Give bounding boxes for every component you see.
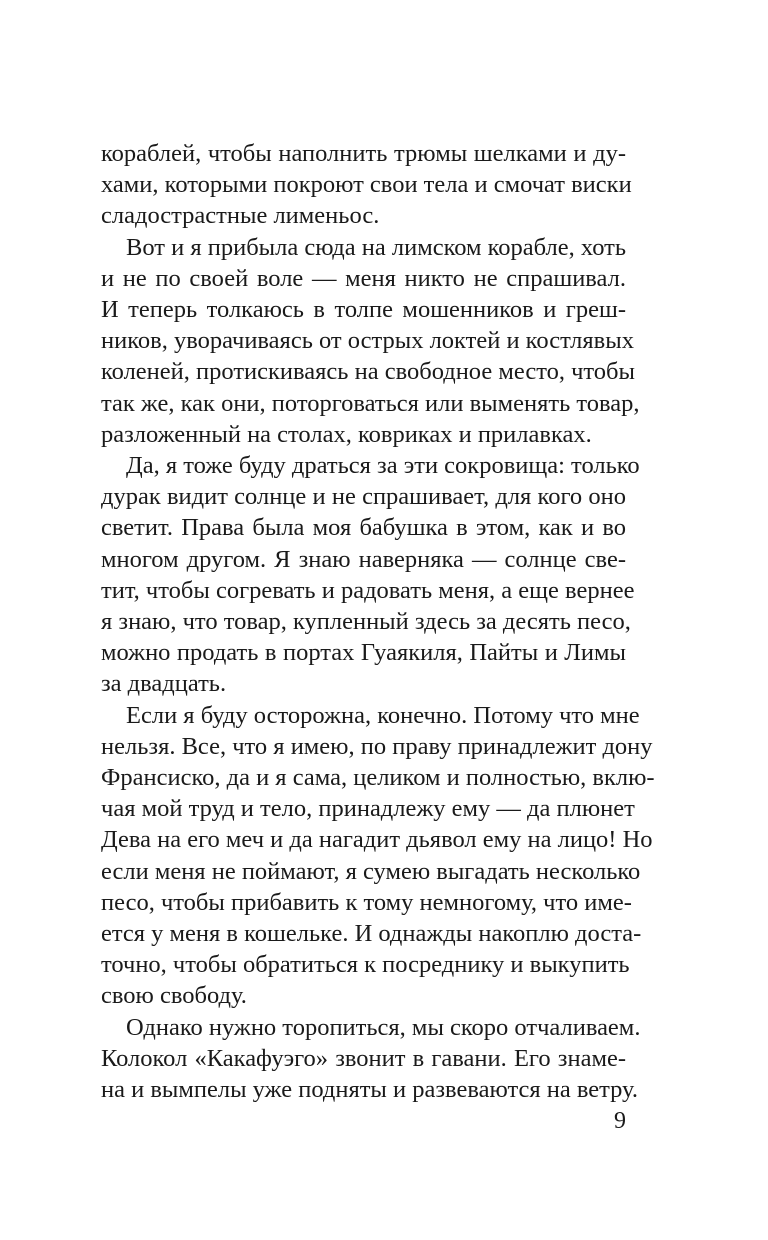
text-line: Колокол «Какафуэго» звонит в гавани. Его знаме-	[101, 1044, 626, 1072]
text-line: чая мой труд и тело, принадлежу ему — да плюнет	[101, 795, 635, 823]
text-line: коленей, протискиваясь на свободное место, чтобы	[101, 358, 635, 386]
body-text	[101, 138, 655, 1105]
paragraph-4	[101, 700, 655, 1012]
paragraph-1	[101, 138, 632, 232]
page-number: 9	[614, 1108, 626, 1134]
text-line: многом другом. Я знаю наверняка — солнце све-	[101, 545, 626, 573]
text-line: ников, уворачиваясь от острых локтей и костлявых	[101, 327, 634, 355]
text-line: если меня не поймают, я сумею выгадать несколько	[101, 857, 641, 885]
text-line: Дева на его меч и да нагадит дьявол ему на лицо! Но	[101, 826, 653, 854]
text-line: за двадцать.	[101, 670, 227, 698]
text-line: Вот и я прибыла сюда на лимском корабле, хоть	[126, 233, 627, 261]
text-line: на и вымпелы уже подняты и развеваются на ветру.	[101, 1076, 638, 1104]
text-line: светит. Права была моя бабушка в этом, как и во	[101, 514, 626, 542]
text-line: Если я буду осторожна, конечно. Потому что мне	[126, 701, 640, 729]
text-line: Однако нужно торопиться, мы скоро отчаливаем.	[126, 1013, 641, 1041]
text-line: свою свободу.	[101, 982, 247, 1010]
text-line: дурак видит солнце и не спрашивает, для кого оно	[101, 483, 626, 511]
text-line: Франсиско, да и я сама, целиком и полностью, вклю-	[101, 764, 655, 792]
paragraph-2	[101, 232, 640, 450]
text-line: И теперь толкаюсь в толпе мошенников и греш-	[101, 296, 626, 324]
text-line: хами, которыми покроют свои тела и смочат виски	[101, 171, 632, 199]
text-line: песо, чтобы прибавить к тому немногому, что име-	[101, 888, 632, 916]
text-line: Да, я тоже буду драться за эти сокровища: только	[126, 452, 640, 480]
text-line: точно, чтобы обратиться к посреднику и выкупить	[101, 951, 630, 979]
text-line: так же, как они, поторговаться или выменять товар,	[101, 389, 640, 417]
text-line: тит, чтобы согревать и радовать меня, а еще вернее	[101, 576, 635, 604]
text-line: можно продать в портах Гуаякиля, Пайты и Лимы	[101, 639, 626, 667]
paragraph-5	[101, 1012, 641, 1106]
paragraph-3	[101, 450, 640, 700]
text-line: ется у меня в кошельке. И однажды накоплю доста-	[101, 920, 642, 948]
text-line: нельзя. Все, что я имею, по праву принадлежит дону	[101, 732, 653, 760]
text-line: и не по своей воле — меня никто не спрашивал.	[101, 264, 626, 292]
text-line: сладострастные лименьос.	[101, 202, 380, 230]
text-line: разложенный на столах, ковриках и прилавках.	[101, 420, 592, 448]
text-line: кораблей, чтобы наполнить трюмы шелками и ду-	[101, 140, 626, 167]
text-line: я знаю, что товар, купленный здесь за десять песо,	[101, 608, 631, 636]
